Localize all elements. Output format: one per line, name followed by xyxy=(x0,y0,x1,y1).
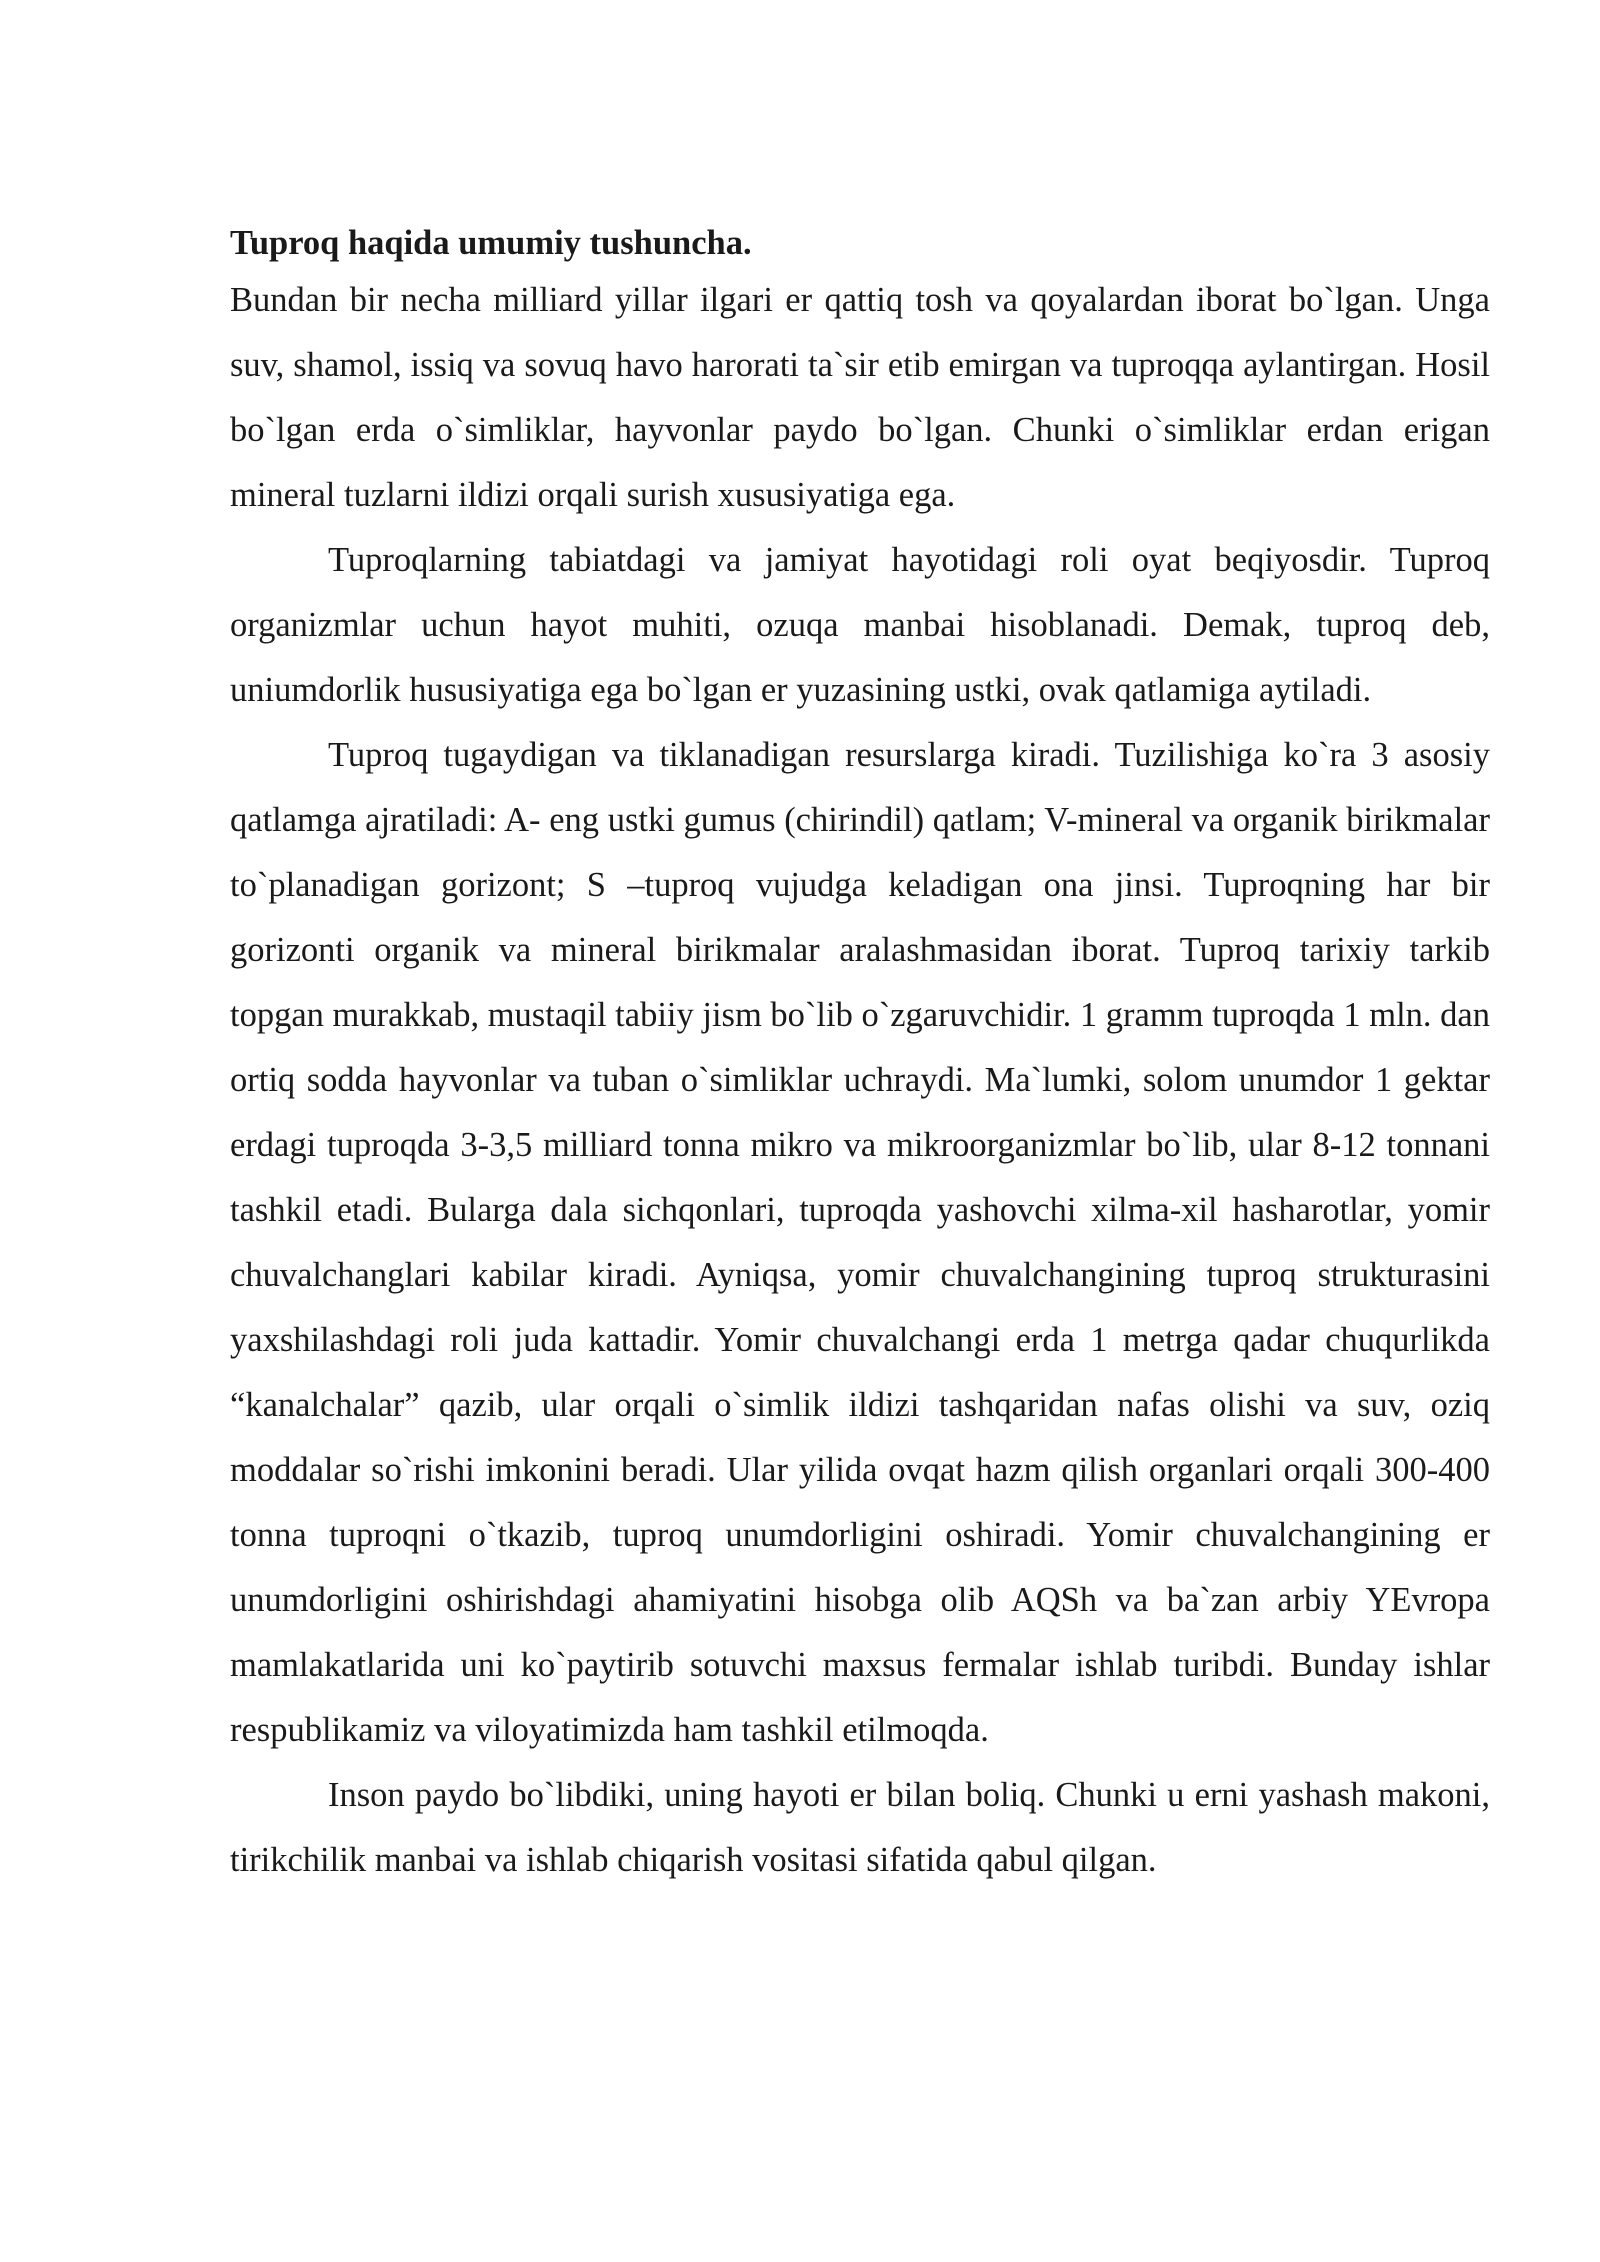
document-body xyxy=(230,218,1490,1893)
paragraph-2: Tuproqlarning tabiatdagi va jamiyat hayotidagi roli oyat beqiyosdir. Tuproq organizmlar uchun hayot muhiti, ozuqa manbai hisoblanadi. Demak, tuproq deb, uniumdorlik hususiyatiga ega bo`lgan er yuzasining ustki, ovak qatlamiga aytiladi. xyxy=(230,541,1490,709)
document-title: Tuproq haqida umumiy tushuncha. xyxy=(230,224,752,262)
paragraph-1: Bundan bir necha milliard yillar ilgari er qattiq tosh va qoyalardan iborat bo`lgan. Unga suv, shamol, issiq va sovuq havo harorati ta`sir etib emirgan va tuproqqa aylantirgan. Hosil bo`lgan erda o`simliklar, hayvonlar paydo bo`lgan. Chunki o`simliklar erdan erigan mineral tuzlarni ildizi orqali surish xususiyatiga ega. xyxy=(230,281,1490,514)
paragraph-4: Inson paydo bo`libdiki, uning hayoti er bilan boliq. Chunki u erni yashash makoni, tirikchilik manbai va ishlab chiqarish vositasi sifatida qabul qilgan. xyxy=(230,1776,1490,1879)
paragraph-3: Tuproq tugaydigan va tiklanadigan resurslarga kiradi. Tuzilishiga ko`ra 3 asosiy qatlamga ajratiladi: A- eng ustki gumus (chirindil) qatlam; V-mineral va organik birikmalar to`planadigan gorizont; S –tuproq vujudga keladigan ona jinsi. Tuproqning har bir gorizonti organik va mineral birikmalar aralashmasidan iborat. Tuproq tarixiy tarkib topgan murakkab, mustaqil tabiiy jism bo`lib o`zgaruvchidir. 1 gramm tuproqda 1 mln. dan ortiq sodda hayvonlar va tuban o`simliklar uchraydi. Ma`lumki, solom unumdor 1 gektar erdagi tuproqda 3-3,5 milliard tonna mikro va mikroorganizmlar bo`lib, ular 8-12 tonnani tashkil etadi. Bularga dala sichqonlari, tuproqda yashovchi xilma-xil hasharotlar, yomir chuvalchanglari kabilar kiradi. Ayniqsa, yomir chuvalchangining tuproq strukturasini yaxshilashdagi roli juda kattadir. Yomir chuvalchangi erda 1 metrga qadar chuqurlikda “kanalchalar” qazib, ular orqali o`simlik ildizi tashqaridan nafas olishi va suv, oziq moddalar so`rishi imkonini beradi. Ular yilida ovqat hazm qilish organlari orqali 300-400 tonna tuproqni o`tkazib, tuproq unumdorligini oshiradi. Yomir chuvalchangining er unumdorligini oshirishdagi ahamiyatini hisobga olib AQSh va ba`zan arbiy YEvropa mamlakatlarida uni ko`paytirib sotuvchi maxsus fermalar ishlab turibdi. Bunday ishlar respublikamiz va viloyatimizda ham tashkil etilmoqda. xyxy=(230,736,1490,1749)
